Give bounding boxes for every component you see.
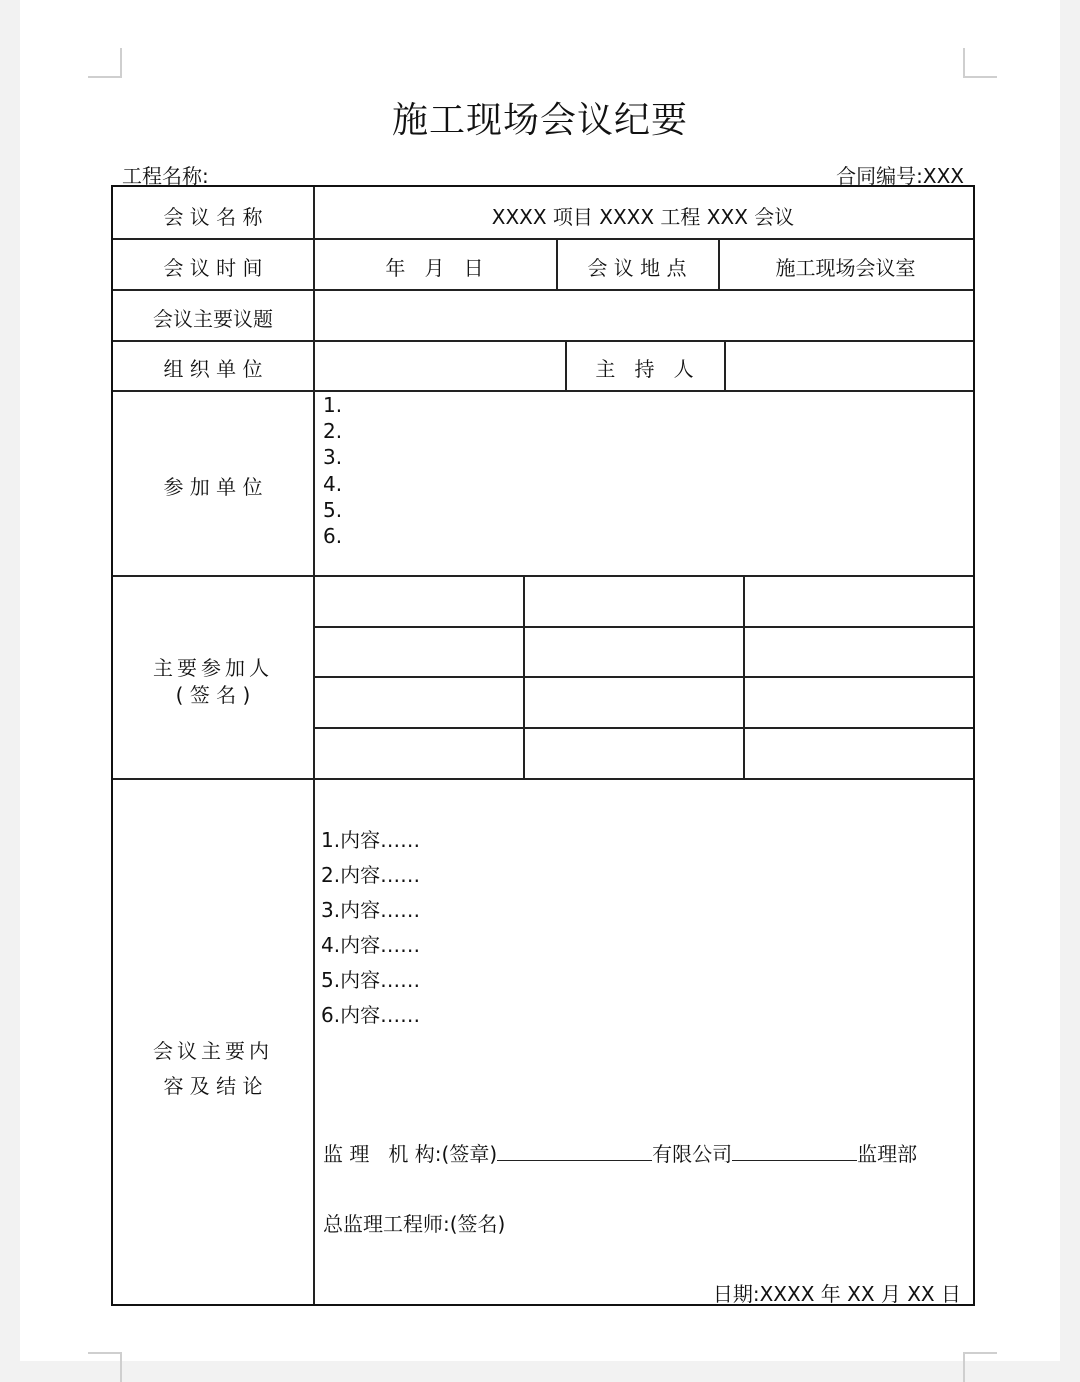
supervision-line (323, 1138, 917, 1167)
crop-mark-bottom-left (88, 1352, 122, 1382)
participant-item: 4. (323, 472, 343, 496)
document-title: 施工现场会议纪要 (391, 100, 688, 141)
main-topic-label: 会议主要议题 (153, 307, 273, 331)
participant-item: 1. (323, 393, 343, 417)
content-item: 6.内容…… (321, 1003, 421, 1027)
content-item: 5.内容…… (321, 968, 421, 992)
contract-number: 合同编号:XXX (836, 164, 964, 188)
supervision-dept: 监理部 (857, 1142, 918, 1166)
meeting-time-value: 年 月 日 (385, 256, 484, 280)
participant-item: 3. (323, 445, 343, 469)
meeting-time-label: 会 议 时 间 (163, 256, 263, 280)
meeting-place-value: 施工现场会议室 (775, 256, 916, 280)
attendees-label-line1: 主要参加人 (153, 656, 273, 680)
organizer-label: 组 织 单 位 (163, 357, 263, 381)
meeting-place-label: 会 议 地 点 (587, 256, 687, 280)
dept-blank (732, 1142, 857, 1161)
supervision-prefix: 监 理 机 构:(签章) (323, 1142, 498, 1166)
company-blank (497, 1142, 652, 1161)
meeting-name-value: XXXX 项目 XXXX 工程 XXX 会议 (491, 205, 795, 229)
content-item: 1.内容…… (321, 828, 421, 852)
date-line: 日期:XXXX 年 XX 月 XX 日 (712, 1282, 961, 1306)
crop-mark-top-right (963, 48, 997, 78)
content-item: 2.内容…… (321, 863, 421, 887)
chief-engineer-signature: 总监理工程师:(签名) (323, 1212, 506, 1236)
host-label: 主 持 人 (595, 357, 694, 381)
content-item: 3.内容…… (321, 898, 421, 922)
attendees-label-line2: ( 签 名 ) (175, 683, 251, 707)
meeting-name-label: 会 议 名 称 (163, 205, 263, 229)
crop-mark-top-left (88, 48, 122, 78)
participant-item: 6. (323, 524, 343, 548)
supervision-company: 有限公司 (652, 1142, 733, 1166)
meeting-form-table (111, 185, 975, 1306)
participants-label: 参 加 单 位 (163, 475, 263, 499)
crop-mark-bottom-right (963, 1352, 997, 1382)
participant-item: 2. (323, 419, 343, 443)
participant-item: 5. (323, 498, 343, 522)
content-label-line2: 容 及 结 论 (163, 1074, 263, 1098)
content-item: 4.内容…… (321, 933, 421, 957)
content-label-line1: 会议主要内 (153, 1039, 273, 1063)
project-name-label: 工程名称: (122, 164, 209, 188)
